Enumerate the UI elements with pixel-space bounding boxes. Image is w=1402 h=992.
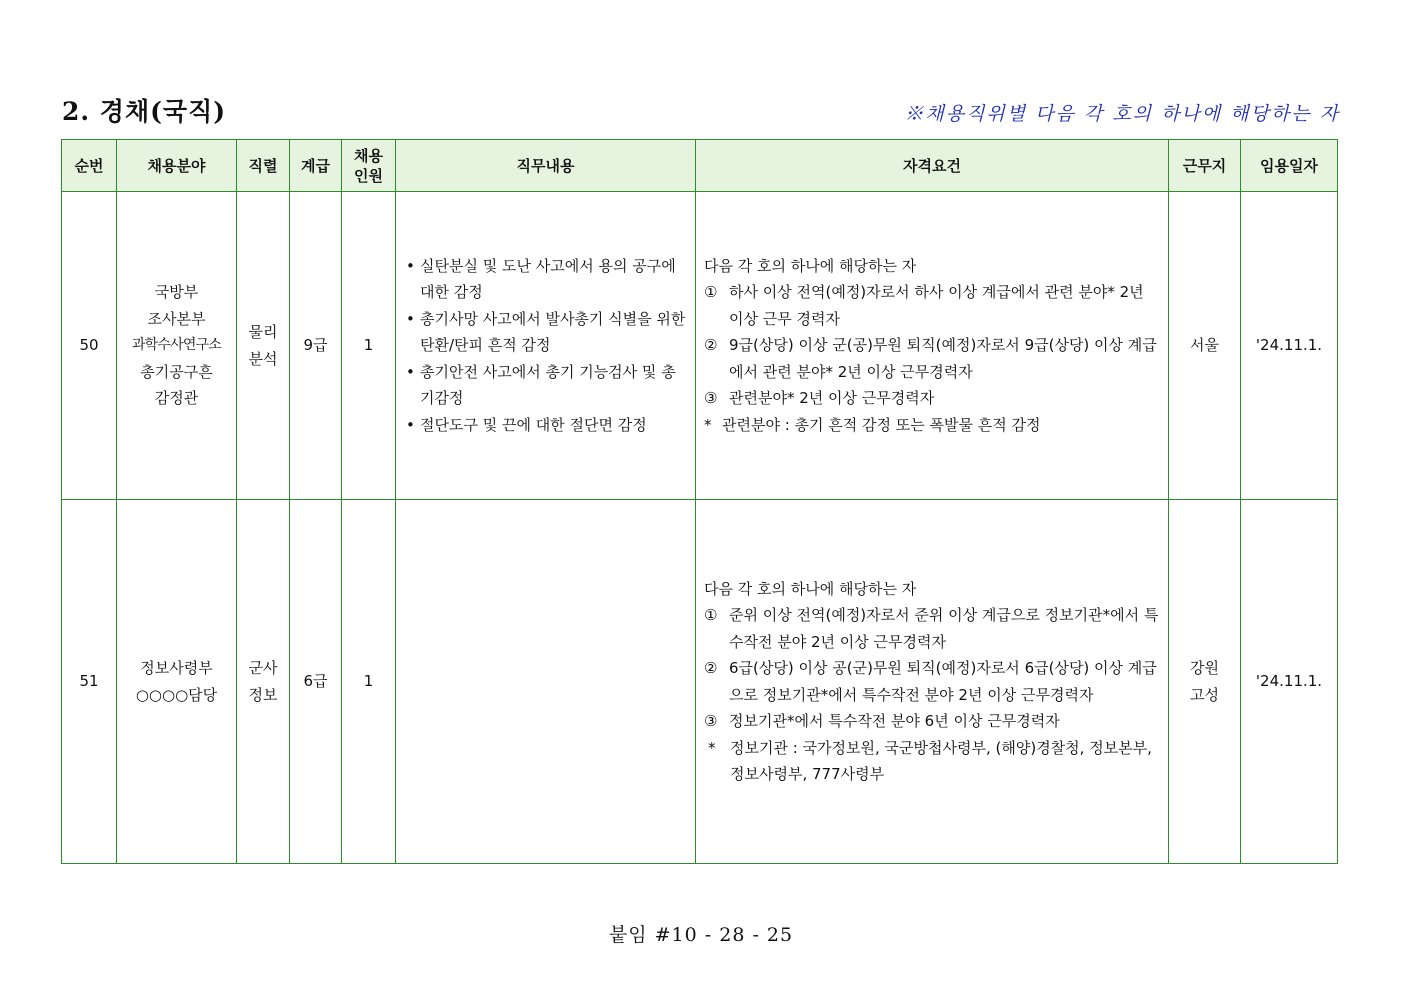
cell-date: '24.11.1.	[1241, 192, 1338, 500]
recruitment-table	[61, 139, 1338, 864]
qual-mark: ③	[704, 712, 718, 730]
qual-note-text: 정보기관 : 국가정보원, 국군방첩사령부, (해양)경찰청, 정보본부, 정보사령부, 777사령부	[730, 738, 1152, 783]
qual-item	[704, 332, 1160, 385]
field-line: 국방부	[154, 283, 199, 302]
cell-no: 51	[62, 500, 117, 864]
qual-note-mark: *	[708, 738, 716, 757]
qual-text: 하사 이상 전역(예정)자로서 하사 이상 계급에서 관련 분야* 2년 이상 근무 경력자	[729, 283, 1144, 328]
qual-text: 관련분야* 2년 이상 근무경력자	[729, 389, 935, 408]
table-header-row	[62, 140, 1338, 192]
field-line: 감정관	[154, 389, 199, 408]
field-line: ○○○○담당	[135, 685, 218, 704]
qual-mark: ②	[704, 659, 718, 677]
series-line: 군사	[248, 659, 278, 677]
header-location: 근무지	[1169, 140, 1241, 192]
section-title: 2. 경채(국직)	[62, 97, 227, 126]
qual-intro: 다음 각 호의 하나에 해당하는 자	[704, 256, 917, 275]
duty-item: • 총기사망 사고에서 발사총기 식별을 위한 탄환/탄피 흔적 감정	[404, 306, 687, 359]
header-grade: 계급	[290, 140, 342, 192]
duty-item: • 총기안전 사고에서 총기 기능검사 및 총기감정	[404, 359, 687, 412]
cell-field	[117, 500, 237, 864]
page-number: 붙임 #10 - 28 - 25	[608, 924, 794, 946]
cell-qualifications	[696, 500, 1169, 864]
table-row	[62, 500, 1338, 864]
qual-note	[704, 735, 1160, 788]
series-line: 분석	[248, 349, 278, 368]
qual-note	[704, 412, 1160, 439]
series-line: 물리	[248, 323, 278, 341]
duty-item: • 실탄분실 및 도난 사고에서 용의 공구에 대한 감정	[404, 253, 687, 306]
qual-text: 6급(상당) 이상 공(군)무원 퇴직(예정)자로서 6급(상당) 이상 계급으로 정보기관*에서 특수작전 분야 2년 이상 근무경력자	[729, 659, 1157, 704]
qual-item	[704, 602, 1160, 655]
cell-qualifications	[696, 192, 1169, 500]
header-qualifications: 자격요건	[696, 140, 1169, 192]
qual-text: 정보기관*에서 특수작전 분야 6년 이상 근무경력자	[729, 712, 1060, 730]
header-date: 임용일자	[1241, 140, 1338, 192]
header-duties: 직무내용	[396, 140, 696, 192]
section-note: ※채용직위별 다음 각 호의 하나에 해당하는 자	[904, 103, 1340, 125]
header-count-line2: 인원	[354, 166, 383, 185]
cell-no: 50	[62, 192, 117, 500]
qual-item	[704, 385, 1160, 412]
cell-location	[1169, 192, 1241, 500]
header-field: 채용분야	[117, 140, 237, 192]
qual-item	[704, 655, 1160, 708]
series-line: 정보	[248, 685, 278, 704]
qual-mark: ①	[704, 606, 718, 624]
location-line: 서울	[1190, 336, 1219, 355]
header-no: 순번	[62, 140, 117, 192]
qual-mark: ③	[704, 389, 718, 408]
cell-grade: 6급	[290, 500, 342, 864]
qual-text: 준위 이상 전역(예정)자로서 준위 이상 계급으로 정보기관*에서 특수작전 분야 2년 이상 근무경력자	[729, 606, 1159, 651]
cell-grade: 9급	[290, 192, 342, 500]
qual-mark: ②	[704, 336, 718, 355]
cell-duties	[396, 500, 696, 864]
header-count-line1: 채용	[354, 146, 383, 165]
field-line: 조사본부	[147, 309, 206, 328]
duty-list	[404, 253, 687, 439]
qual-note-mark: *	[704, 415, 712, 434]
cell-series	[237, 500, 290, 864]
qual-mark: ①	[704, 283, 718, 302]
qual-note-text: 관련분야 : 총기 흔적 감정 또는 폭발물 흔적 감정	[722, 415, 1041, 434]
qual-text: 9급(상당) 이상 군(공)무원 퇴직(예정)자로서 9급(상당) 이상 계급에서 관련 분야* 2년 이상 근무경력자	[729, 336, 1157, 381]
header-series: 직렬	[237, 140, 290, 192]
duty-item: • 절단도구 및 끈에 대한 절단면 감정	[404, 412, 687, 439]
field-line: 총기공구흔	[140, 362, 213, 381]
header-count	[342, 140, 396, 192]
table-row	[62, 192, 1338, 500]
cell-count: 1	[342, 500, 396, 864]
cell-count: 1	[342, 192, 396, 500]
field-line: 과학수사연구소	[131, 337, 222, 354]
field-line: 정보사령부	[140, 659, 213, 677]
location-line: 고성	[1190, 685, 1219, 704]
cell-series	[237, 192, 290, 500]
location-line: 강원	[1190, 659, 1219, 677]
qual-item	[704, 279, 1160, 332]
cell-field	[117, 192, 237, 500]
cell-duties	[396, 192, 696, 500]
qual-intro: 다음 각 호의 하나에 해당하는 자	[704, 579, 917, 598]
cell-location	[1169, 500, 1241, 864]
qual-item	[704, 708, 1160, 735]
cell-date: '24.11.1.	[1241, 500, 1338, 864]
